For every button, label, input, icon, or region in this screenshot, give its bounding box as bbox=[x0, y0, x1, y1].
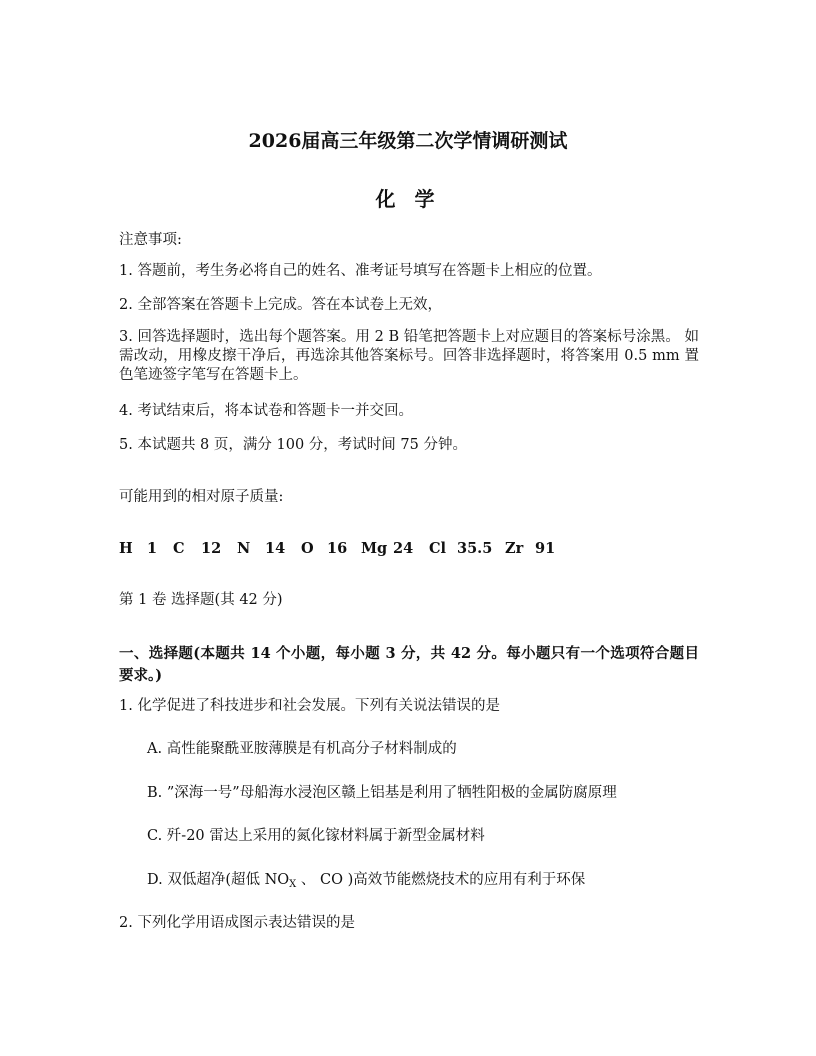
question-1-option-a: A. 高性能聚酰亚胺薄膜是有机高分子材料制成的 bbox=[147, 741, 457, 757]
element-mass: 24 bbox=[393, 540, 414, 557]
volume-heading: 第 1 卷 选择题(其 42 分) bbox=[119, 592, 283, 608]
element-symbol: O bbox=[301, 540, 314, 557]
atomic-mass-heading: 可能用到的相对原子质量: bbox=[119, 489, 284, 505]
option-d-text-start: D. 双低超净(超低 NO bbox=[147, 872, 290, 888]
exam-title: 2026届高三年级第二次学情调研测试 bbox=[248, 130, 568, 152]
notes-heading: 注意事项: bbox=[119, 232, 182, 248]
question-1-option-d bbox=[147, 871, 585, 894]
note-item-4: 4. 考试结束后，将本试卷和答题卡一并交回。 bbox=[119, 403, 413, 419]
note-item-2: 2. 全部答案在答题卡上完成。答在本试卷上无效， bbox=[119, 297, 442, 313]
section-heading: 一、选择题(本题共 14 个小题，每小题 3 分，共 42 分。每小题只有一个选项符合题目要求。) bbox=[119, 645, 699, 684]
note-item-5: 5. 本试题共 8 页，满分 100 分，考试时间 75 分钟。 bbox=[119, 437, 467, 453]
note-item-3: 3. 回答选择题时，选出每个题答案。用 2 B 铅笔把答题卡上对应题目的答案标号涂黑。 如需改动，用橡皮擦干净后，再选涂其他答案标号。回答非选择题时，将答案用 0.5 mm 置色笔迹签字笔写在答题卡上。 bbox=[119, 329, 699, 383]
option-d-text-end: 、 CO )高效节能燃烧技术的应用有利于环保 bbox=[296, 872, 586, 888]
element-symbol: H bbox=[119, 540, 133, 557]
element-symbol: Cl bbox=[429, 540, 447, 557]
subject-title: 化 学 bbox=[375, 187, 441, 211]
element-mass: 1 bbox=[147, 540, 158, 557]
element-mass: 16 bbox=[327, 540, 348, 557]
element-mass: 12 bbox=[201, 540, 222, 557]
question-1-option-b: B. ”深海一号”母船海水浸泡区赣上铝基是利用了牺牲阳极的金属防腐原理 bbox=[147, 785, 617, 801]
option-d-subscript: X bbox=[289, 879, 297, 890]
element-symbol: Zr bbox=[505, 540, 524, 557]
element-symbol: N bbox=[237, 540, 251, 557]
note-item-1: 1. 答题前，考生务必将自己的姓名、准考证号填写在答题卡上相应的位置。 bbox=[119, 263, 602, 279]
question-2-stem: 2. 下列化学用语成图示表达错误的是 bbox=[119, 915, 355, 931]
question-1-option-c: C. 歼-20 雷达上采用的氮化镓材料属于新型金属材料 bbox=[147, 828, 485, 844]
question-1-stem: 1. 化学促进了科技进步和社会发展。下列有关说法错误的是 bbox=[119, 698, 500, 714]
element-mass: 91 bbox=[535, 540, 556, 557]
element-symbol: Mg bbox=[361, 540, 388, 557]
atomic-mass-list bbox=[119, 540, 565, 558]
element-mass: 14 bbox=[265, 540, 286, 557]
element-symbol: C bbox=[173, 540, 185, 557]
element-mass: 35.5 bbox=[457, 540, 493, 557]
